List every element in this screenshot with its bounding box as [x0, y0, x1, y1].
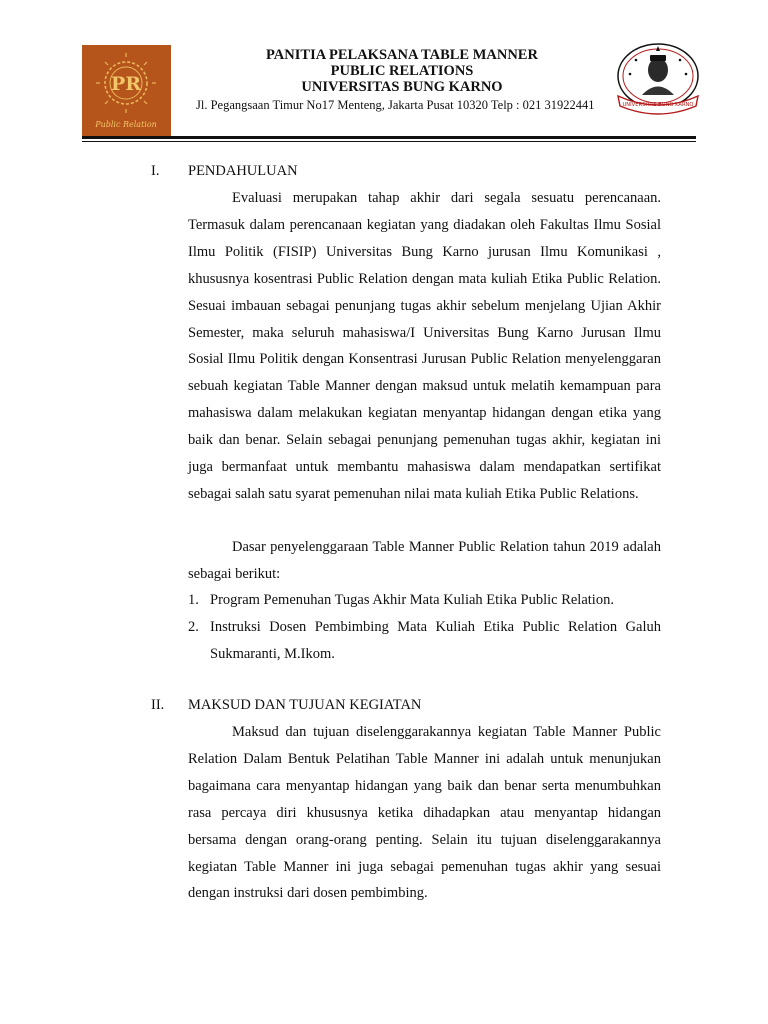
section-1-paragraph-2: Dasar penyelenggaraan Table Manner Public Relation tahun 2019 adalah sebagai berikut: — [188, 539, 661, 582]
header-divider-thin — [82, 141, 696, 142]
list-item-number: 2. — [188, 618, 199, 635]
list-item-text: Program Pemenuhan Tugas Akhir Mata Kuliah Etika Public Relation. — [210, 592, 614, 608]
pr-tagline: Public Relation — [95, 120, 157, 129]
pr-logo — [82, 45, 171, 136]
section-1-title: PENDAHULUAN — [188, 163, 298, 179]
letterhead — [180, 47, 624, 95]
section-2-paragraph-1: Maksud dan tujuan diselenggarakannya kegiatan Table Manner Public Relation Dalam Bentuk Pelatihan Table Manner ini adalah untuk menunjukan bagaimana cara menyantap hidangan yang baik dan benar serta menumbuhkan rasa percaya diri khususnya ketika dihadapkan atau menyantap hidangan bersama dengan orang-orang penting. Selain itu tujuan diselenggarakannya kegiatan Table Manner ini juga sebagai pemenuhan tugas akhir yang sesuai dengan instruksi dari dosen pembimbing. — [188, 724, 661, 902]
pr-monogram: PR — [110, 73, 142, 95]
list-item — [188, 614, 661, 668]
letterhead-university: UNIVERSITAS BUNG KARNO — [301, 79, 503, 95]
university-seal-logo — [612, 40, 704, 120]
seal-banner-text: UNIVERSITAS BUNG KARNO — [622, 102, 694, 108]
letterhead-address: Jl. Pegangsaan Timur No17 Menteng, Jakarta Pusat 10320 Telp : 021 31922441 — [196, 98, 595, 112]
section-1-paragraph-1: Evaluasi merupakan tahap akhir dari segala sesuatu perencanaan. Termasuk dalam perencanaan kegiatan yang diadakan oleh Fakultas Ilmu Sosial Ilmu Politik (FISIP) Universitas Bung Karno jurusan Ilmu Komunikasi , khususnya kosentrasi Public Relation dengan mata kuliah Etika Public Relation. Sesuai imbauan sebagai penunjang tugas akhir sebelum menjelang Ujian Akhir Semester, maka seluruh mahasiswa/I Universitas Bung Karno Jurusan Ilmu Sosial Ilmu Politik dengan Konsentrasi Jurusan Public Relation menyelenggaran sebuah kegiatan Table Manner dengan maksud untuk melatih kemampuan para mahasiswa dalam melakukan kegiatan menyantap hidangan dengan etika yang baik dan benar. Selain sebagai penunjang pemenuhan tugas akhir, kegiatan ini juga bermanfaat untuk membantu mahasiswa dalam mendapatkan sertifikat sebagai salah satu syarat pemenuhan nilai mata kuliah Etika Public Relations. — [188, 190, 661, 502]
section-1-list — [188, 587, 661, 668]
list-item-text: Instruksi Dosen Pembimbing Mata Kuliah Etika Public Relation Galuh Sukmaranti, M.Ikom. — [210, 618, 661, 662]
header-divider-thick — [82, 136, 696, 139]
section-2-title: MAKSUD DAN TUJUAN KEGIATAN — [188, 697, 422, 713]
letterhead-committee: PANITIA PELAKSANA TABLE MANNER — [266, 47, 538, 63]
section-1-numeral: I. — [151, 163, 160, 179]
list-item — [188, 587, 661, 614]
letterhead-division: PUBLIC RELATIONS — [330, 63, 474, 79]
section-2-numeral: II. — [151, 697, 165, 713]
list-item-number: 1. — [188, 592, 199, 608]
